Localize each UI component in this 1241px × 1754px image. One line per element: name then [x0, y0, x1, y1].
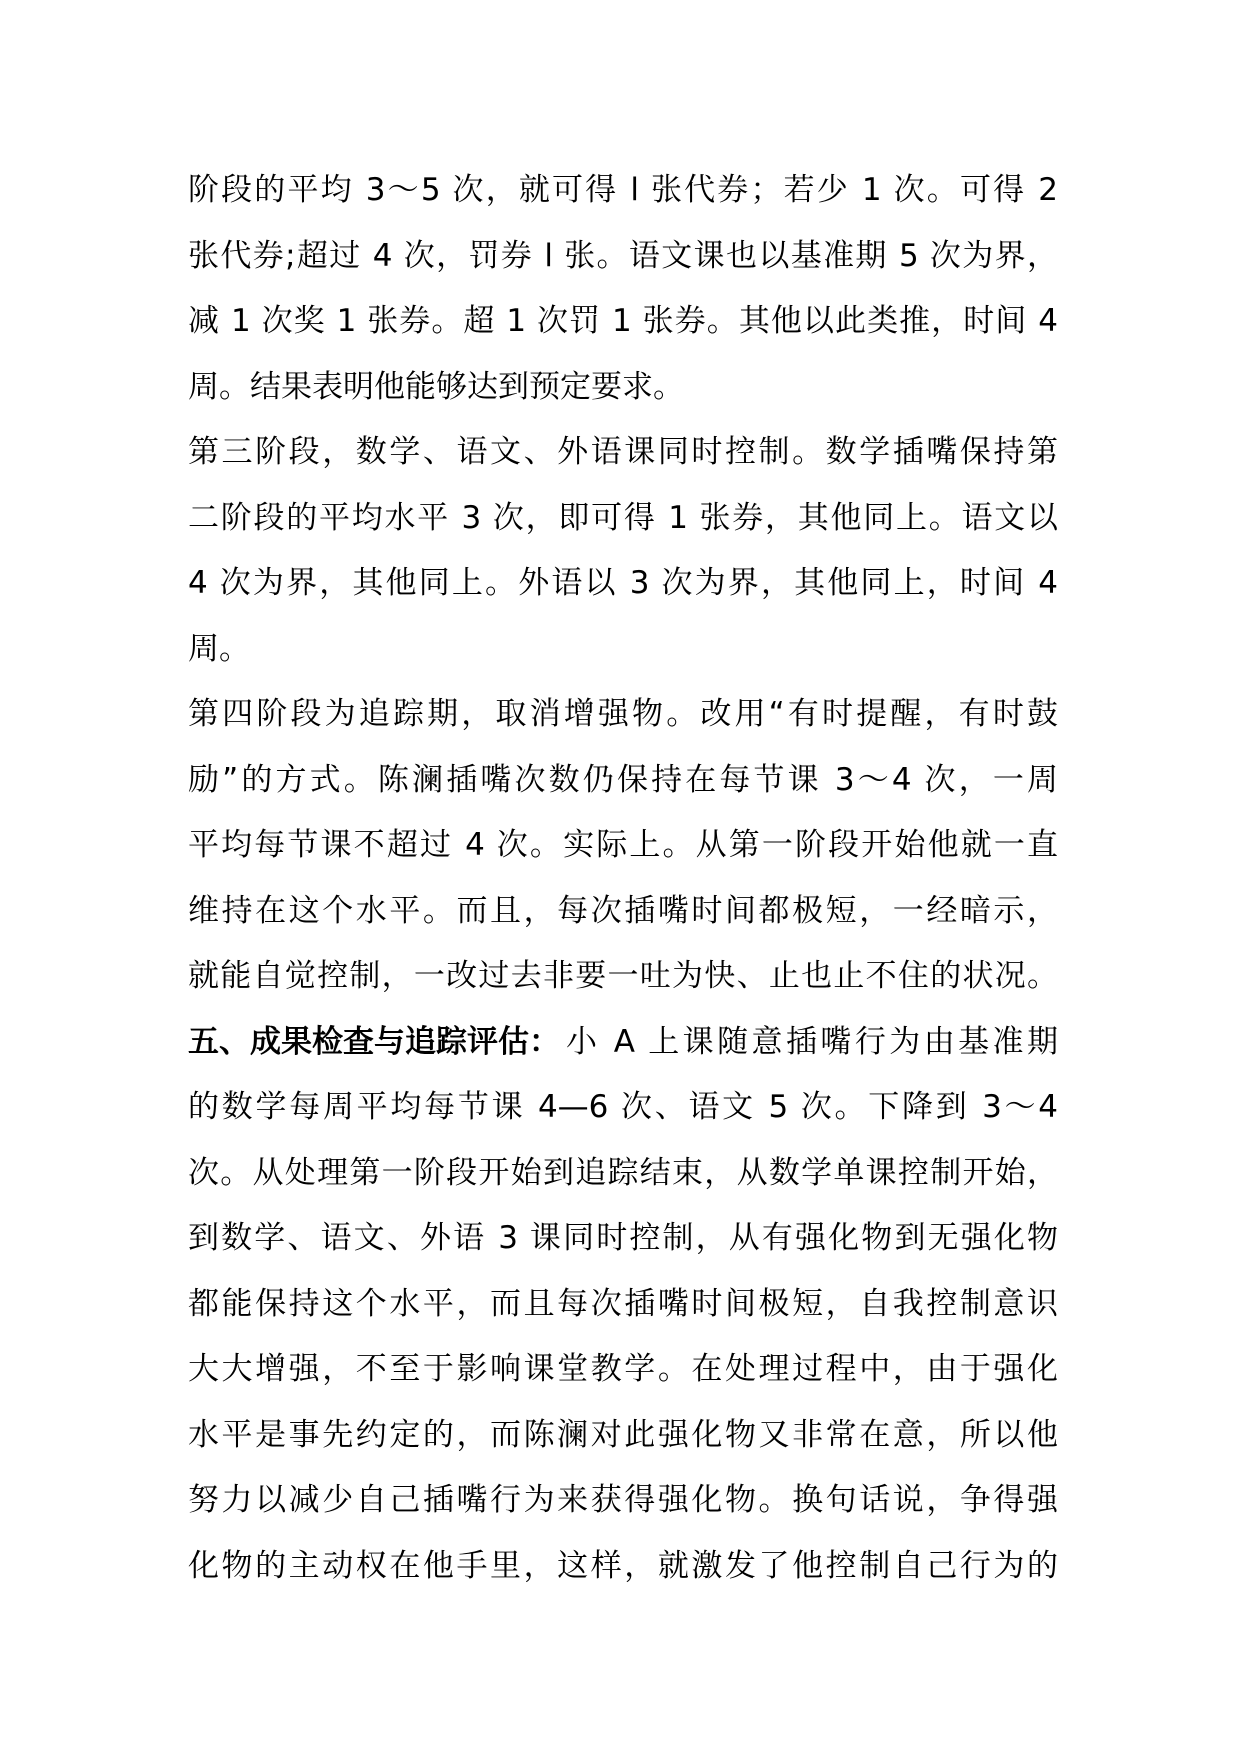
text-line: [188, 1141, 1058, 1207]
line-text: 周。结果表明他能够达到预定要求。: [188, 368, 684, 405]
text-line: [188, 158, 1058, 224]
text-line: [188, 224, 1058, 290]
line-text: 维持在这个水平。而且，每次插嘴时间都极短，一经暗示，: [188, 892, 1058, 929]
line-text: 小 A 上课随意插嘴行为由基准期: [566, 1023, 1058, 1060]
line-text: 4 次为界，其他同上。外语以 3 次为界，其他同上，时间 4: [188, 565, 1058, 601]
line-text: 水平是事先约定的，而陈澜对此强化物又非常在意，所以他: [188, 1416, 1058, 1453]
text-line: [188, 1206, 1058, 1272]
document-body: [188, 158, 1058, 1599]
text-line: [188, 879, 1058, 945]
text-line: [188, 551, 1058, 617]
line-text: 就能自觉控制，一改过去非要一吐为快、止也止不住的状况。: [188, 958, 1058, 994]
line-text: 第三阶段，数学、语文、外语课同时控制。数学插嘴保持第: [188, 434, 1058, 470]
line-text: 周。: [188, 630, 250, 667]
text-line: [188, 617, 1058, 683]
text-line: [188, 1403, 1058, 1469]
line-text: 努力以减少自己插嘴行为来获得强化物。换句话说，争得强: [188, 1482, 1058, 1518]
text-line: [188, 682, 1058, 748]
line-text: 张代券;超过 4 次，罚券 l 张。语文课也以基准期 5 次为界，: [188, 237, 1058, 274]
line-text: 第四阶段为追踪期，取消增强物。改用“有时提醒，有时鼓: [188, 696, 1058, 732]
text-line: [188, 289, 1058, 355]
line-text: 减 1 次奖 1 张券。超 1 次罚 1 张券。其他以此类推，时间 4: [188, 303, 1058, 339]
line-text: 二阶段的平均水平 3 次，即可得 1 张券，其他同上。语文以: [188, 499, 1058, 536]
text-line: [188, 1272, 1058, 1338]
text-line: [188, 813, 1058, 879]
line-text: 的数学每周平均每节课 4—6 次、语文 5 次。下降到 3～4: [188, 1089, 1058, 1125]
text-line: [188, 1075, 1058, 1141]
line-text: 次。从处理第一阶段开始到追踪结束，从数学单课控制开始，: [188, 1154, 1058, 1191]
text-line: [188, 486, 1058, 552]
line-text: 励”的方式。陈澜插嘴次数仍保持在每节课 3～4 次，一周: [188, 761, 1058, 798]
line-text: 平均每节课不超过 4 次。实际上。从第一阶段开始他就一直: [188, 827, 1058, 863]
line-text: 化物的主动权在他手里，这样，就激发了他控制自己行为的: [188, 1547, 1058, 1584]
text-line: [188, 944, 1058, 1010]
section-heading: 五、成果检查与追踪评估：: [188, 1023, 560, 1060]
text-line: [188, 748, 1058, 814]
text-line: [188, 1534, 1058, 1600]
line-text: 大大增强，不至于影响课堂教学。在处理过程中，由于强化: [188, 1351, 1058, 1387]
text-line: [188, 1337, 1058, 1403]
text-line: [188, 355, 1058, 421]
text-line: [188, 1010, 1058, 1076]
text-line: [188, 1468, 1058, 1534]
line-text: 阶段的平均 3～5 次，就可得 l 张代券；若少 1 次。可得 2: [188, 172, 1058, 208]
text-line: [188, 420, 1058, 486]
line-text: 都能保持这个水平，而且每次插嘴时间极短，自我控制意识: [188, 1285, 1058, 1322]
line-text: 到数学、语文、外语 3 课同时控制，从有强化物到无强化物: [188, 1220, 1058, 1256]
